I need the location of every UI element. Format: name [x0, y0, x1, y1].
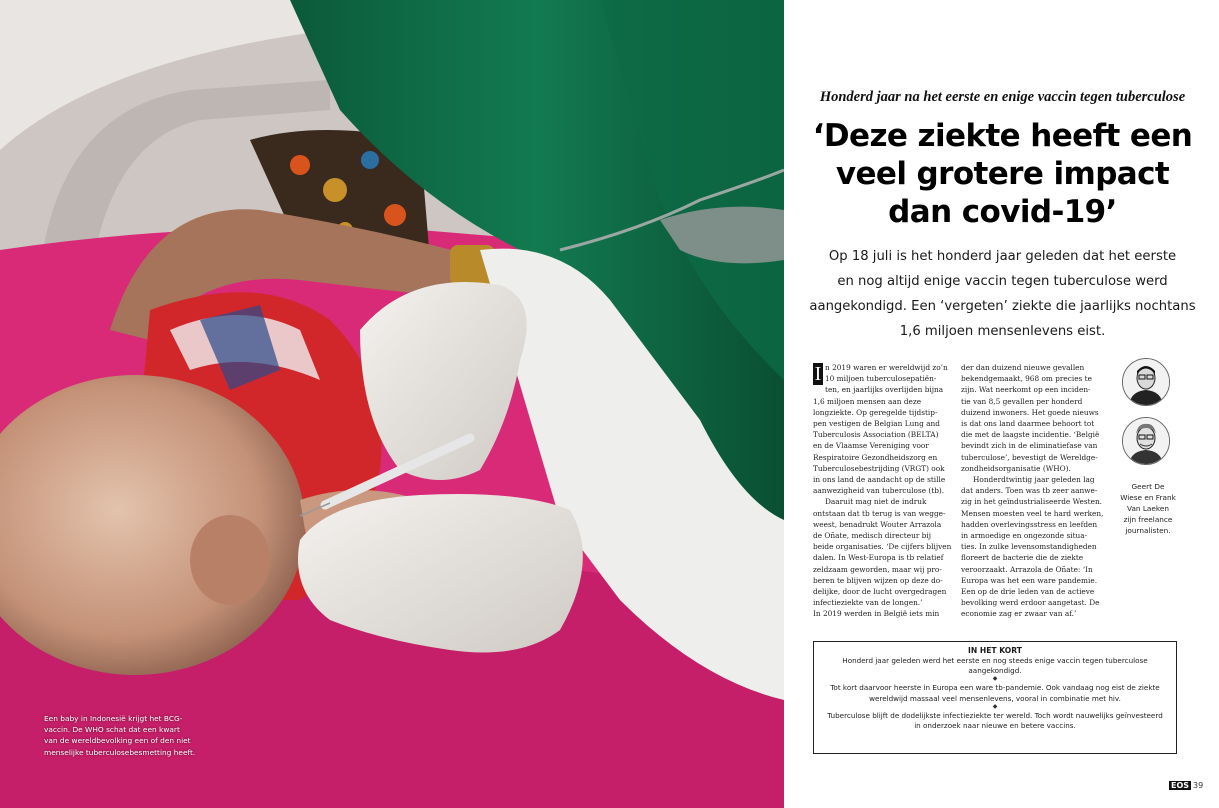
body-text-line: infectieziekte van de longen.’ [813, 598, 923, 608]
body-text-line: en de Vlaamse Vereniging voor [813, 441, 929, 451]
body-text-line: bevindt zich in de eliminatiefase van [961, 441, 1098, 451]
page-folio [1169, 781, 1203, 791]
summary-item: Honderd jaar geleden werd het eerste en nog steeds enige vaccin tegen tuberculose aangekondigd. [842, 656, 1148, 676]
body-text-line: duizend inwoners. Het goede nieuws [961, 407, 1099, 417]
body-text-line: zondheidsorganisatie (WHO). [961, 463, 1071, 473]
body-text-line: beide organisaties. ‘De cijfers blijven [813, 542, 952, 552]
body-text-line: In 2019 werden in België iets min [813, 609, 940, 619]
author-bio [1117, 481, 1179, 536]
summary-box-title: IN HET KORT [968, 646, 1022, 655]
body-column-2 [961, 362, 1109, 620]
body-text-line: veroorzaakt. Arrazola de Oñate: ‘In [961, 564, 1093, 574]
summary-item: Tot kort daarvoor heerste in Europa een ware tb-pandemie. Ook vandaag nog eist de ziekte wereldwijd massaal veel mensenlevens, vooral in combinatie met hiv. [830, 683, 1160, 703]
body-text-line: tuberculose’, bevestigt de Wereldge- [961, 452, 1098, 462]
body-text-line: bekendgemaakt, 968 om precies te [961, 374, 1092, 384]
body-text-line: zijn freelance [1123, 515, 1173, 524]
body-text-line: aanwezigheid van tuberculose (tb). [813, 486, 945, 496]
body-text-line: hadden overlevingsstress en leefden [961, 519, 1098, 529]
body-text-line: Europa was het een ware pandemie. [961, 575, 1098, 585]
body-text-line: zijn. Wat neerkomt op een inciden- [961, 385, 1091, 395]
body-text-line: longziekte. Op geregelde tijdstip- [813, 407, 938, 417]
body-text-line: Daaruit mag niet de indruk [825, 497, 927, 507]
body-text-line: Wiese en Frank [1120, 493, 1176, 502]
body-text-line: n 2019 waren er wereldwijd zo’n [825, 363, 948, 372]
body-text-line: floreert de bacterie die de ziekte [961, 553, 1084, 563]
article-lead: Op 18 juli is het honderd jaar geleden dat het eerste en nog altijd enige vaccin tegen tuberculose werd aangekondigd. Een ‘vergeten’ ziekte die jaarlijks nochtans 1,6 miljoen mensenlevens eist. [809, 249, 1196, 339]
body-text-line: Geert De [1131, 482, 1165, 491]
body-text-line: in ons land de aandacht op de stille [813, 475, 946, 485]
body-text-line: dalen. In West-Europa is tb relatief [813, 553, 944, 563]
body-text-line: die met de laagste incidentie. ‘België [961, 430, 1100, 440]
body-text-line: journalisten. [1125, 526, 1171, 535]
article-headline [800, 117, 1205, 231]
body-text-line: beren te blijven wijzen op deze do- [813, 575, 943, 585]
body-text-line: zig in het geïndustrialiseerde Westen. [961, 497, 1103, 507]
author-portrait-1-icon [1123, 359, 1169, 405]
body-text-line: ten, en jaarlijks overlijden bijna [825, 385, 944, 395]
body-text-line: Tuberculosebestrijding (VRGT) ook [813, 463, 945, 473]
body-text-line: Mensen moesten veel te hard werken, [961, 508, 1104, 518]
body-text-line: delijke, door de lucht overgedragen [813, 587, 947, 597]
body-text-line: Een op de drie leden van de actieve [961, 587, 1095, 597]
body-text-line: dat anders. Toen was tb zeer aanwe- [961, 486, 1098, 496]
body-text-line: pen vestigen de Belgian Lung and [813, 419, 940, 429]
body-text-line: ties. In zulke levensomstandigheden [961, 542, 1097, 552]
body-text-line: economie zag er zwaar van af.’ [961, 609, 1077, 619]
body-column-1 [813, 362, 955, 620]
body-text-line: Honderdtwintig jaar geleden lag [973, 475, 1095, 485]
headline-line: dan covid-19’ [888, 194, 1117, 230]
body-text-line: in armoedige en ongezonde situa- [961, 531, 1088, 541]
body-text-line: zeldzaam geworden, maar wij pro- [813, 564, 942, 574]
photo-caption: Een baby in Indonesië krijgt het BCG- vaccin. De WHO schat dat een kwart van de wereldbevolking een of den niet menselijke tuberculosebesmetting heeft. [44, 714, 196, 757]
summary-box [813, 641, 1177, 754]
body-text-line: is dat ons land daarmee behoort tot [961, 419, 1095, 429]
body-text-line: 10 miljoen tuberculosepatiën- [825, 374, 937, 384]
body-text-line: ontstaan dat tb terug is van wegge- [813, 508, 946, 518]
body-text-line: weest, benadrukt Wouter Arrazola [813, 519, 942, 529]
author-portrait-2-icon [1123, 418, 1169, 464]
drop-cap: I [814, 363, 822, 385]
headline-line: ‘Deze ziekte heeft een [812, 118, 1193, 154]
body-text-line: Tuberculosis Association (BELTA) [813, 430, 939, 440]
author-portrait-1 [1122, 358, 1170, 406]
body-text-line: 1,6 miljoen mensen aan deze [813, 396, 922, 406]
diamond-separator-icon: ◆ [992, 676, 998, 683]
body-text-line: bevolking werd erdoor aangetast. De [961, 598, 1100, 608]
body-text-line: de Oñate, medisch directeur bij [813, 531, 931, 541]
diamond-separator-icon: ◆ [992, 703, 998, 710]
page-number: 39 [1193, 781, 1204, 790]
summary-item: Tuberculose blijft de dodelijkste infectieziekte ter wereld. Toch wordt nauwelijks geïnvesteerd in onderzoek naar nieuwe en betere vaccins. [827, 710, 1163, 731]
body-text-line: der dan duizend nieuwe gevallen [961, 363, 1085, 372]
body-text-line: Van Laeken [1127, 504, 1169, 513]
magazine-logo: EOS [1171, 781, 1190, 790]
article-kicker: Honderd jaar na het eerste en enige vaccin tegen tuberculose [819, 89, 1186, 105]
author-portrait-2 [1122, 417, 1170, 465]
body-text-line: Respiratoire Gezondheidszorg en [813, 452, 938, 462]
body-text-line: tie van 8,5 gevallen per honderd [961, 396, 1083, 406]
headline-line: veel grotere impact [835, 156, 1170, 192]
